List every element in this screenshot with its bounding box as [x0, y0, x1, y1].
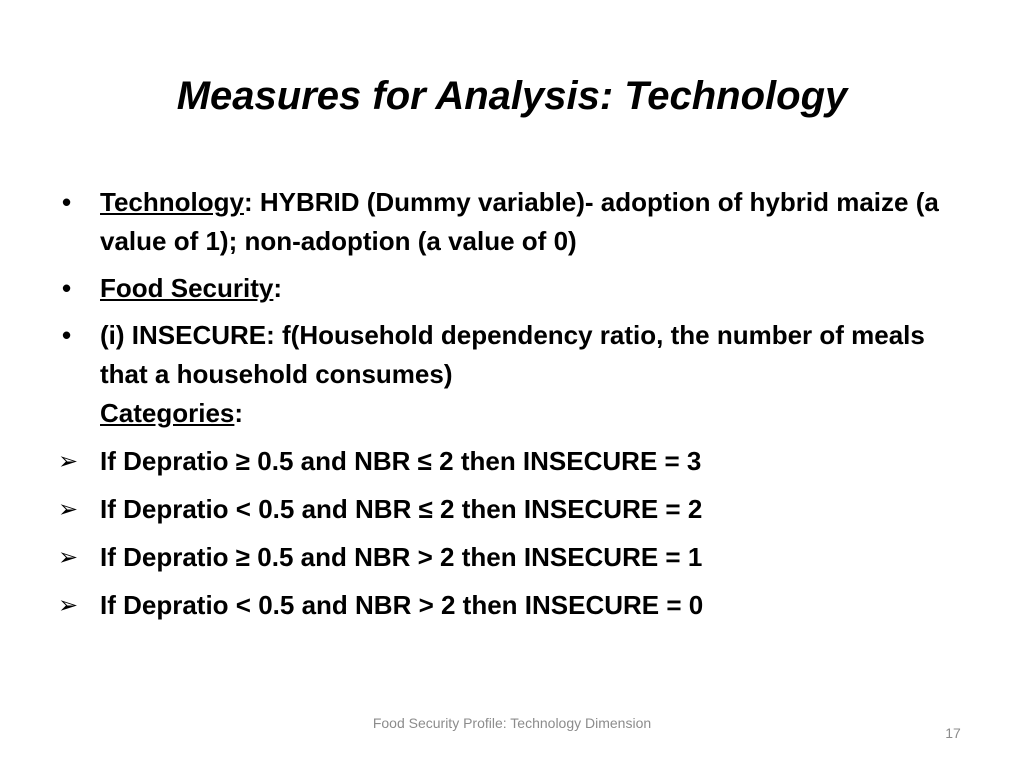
bullet-item-insecure [58, 316, 978, 433]
bullet-item-food-security [58, 269, 978, 308]
rule-item [58, 538, 978, 577]
page-number: 17 [945, 725, 961, 741]
arrow-bullet-icon: ➢ [58, 544, 79, 571]
bullet-item-technology [58, 183, 978, 261]
food-security-text: : [273, 273, 283, 303]
technology-text: : HYBRID (Dummy variable)- adoption of hybrid maize (a value of 1); non-adoption (a value of 0) [100, 187, 939, 256]
bullet-marker: • [62, 320, 72, 350]
rule-item [58, 442, 978, 481]
arrow-bullet-icon: ➢ [58, 592, 79, 619]
arrow-bullet-icon: ➢ [58, 496, 79, 523]
slide-title: Measures for Analysis: Technology [176, 74, 848, 118]
categories-label: Categories [100, 398, 235, 428]
rule-text: If Depratio < 0.5 and NBR > 2 then INSECURE = 0 [100, 590, 704, 620]
rule-text: If Depratio ≥ 0.5 and NBR > 2 then INSECURE = 1 [100, 542, 703, 572]
rule-item [58, 586, 978, 625]
rule-item [58, 490, 978, 529]
insecure-text: (i) INSECURE: f(Household dependency ratio, the number of meals that a household consumes) [100, 320, 925, 389]
rule-text: If Depratio ≥ 0.5 and NBR ≤ 2 then INSECURE = 3 [100, 446, 702, 476]
bullet-marker: • [62, 273, 72, 303]
rule-text: If Depratio < 0.5 and NBR ≤ 2 then INSECURE = 2 [100, 494, 703, 524]
food-security-label: Food Security [100, 273, 274, 303]
slide-body [58, 183, 978, 625]
technology-label: Technology [100, 187, 244, 217]
arrow-bullet-icon: ➢ [58, 448, 79, 475]
bullet-marker: • [62, 187, 72, 217]
categories-colon: : [234, 398, 244, 428]
slide-footer: Food Security Profile: Technology Dimension [372, 715, 652, 731]
